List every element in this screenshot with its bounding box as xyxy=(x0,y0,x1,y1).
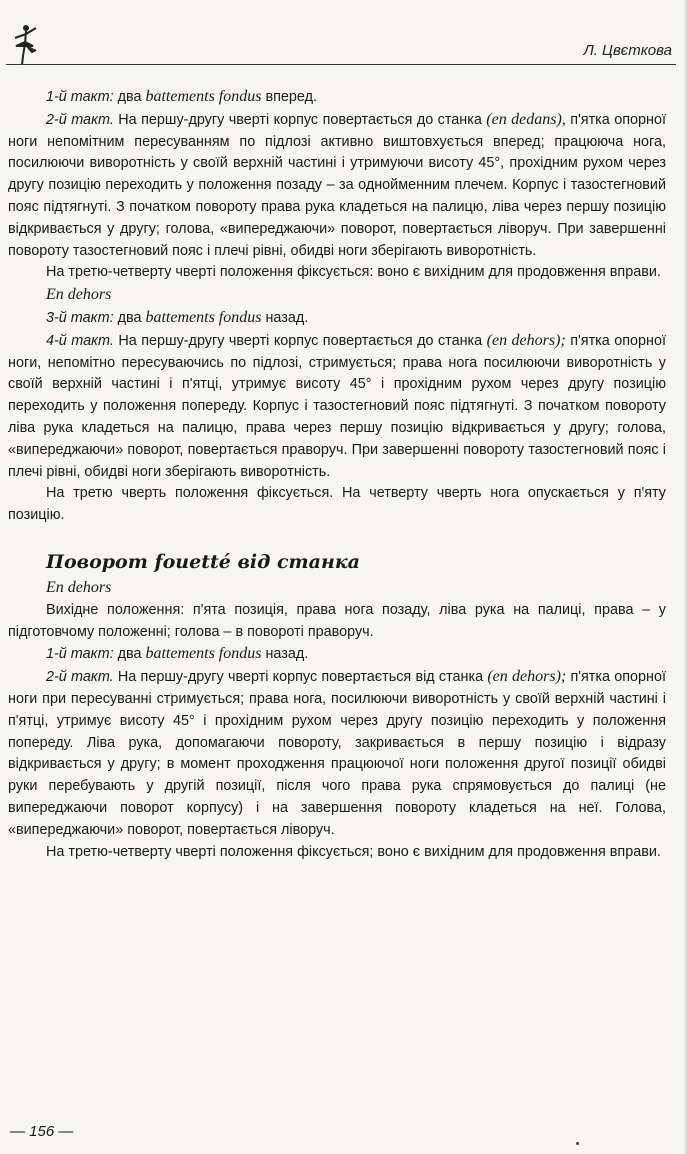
scan-edge xyxy=(683,0,688,1154)
paragraph xyxy=(8,600,666,644)
text-run: назад. xyxy=(261,646,309,663)
ballerina-icon xyxy=(6,22,40,66)
text-run: п'ятка опорної ноги при пересуванні стримується; права нога, посилюючи виворотність у своїй верхній частині і п'ятці, утримує висоту 45° і прохідним рухом через другу позицію переходить у положення попереду. Ліва рука, допомагаючи повороту, закривається в першу позицію і відразу відкривається у другу; в момент проходження працюючої ноги положення другої позиції обидві руки перебувають у другій позиції, після чого права рука спрямовується до палиці (не випереджаючи поворот корпусу) і на завершення повороту кладеться на неї. Голова, «випереджаючи» поворот, повертається ліворуч. xyxy=(8,669,666,838)
header-rule xyxy=(6,64,676,65)
text-run: На третю-четверту чверті положення фіксується: воно є вихідним для продовження вправи. xyxy=(46,264,661,281)
paragraph xyxy=(8,307,666,330)
italic-run: 2-й такт. xyxy=(46,669,114,686)
italic-run: 1-й такт: xyxy=(46,646,114,663)
section-heading xyxy=(46,549,666,575)
paragraph xyxy=(8,643,666,666)
italic-run: 1-й такт: xyxy=(46,89,114,105)
text-run: На третю чверть положення фіксується. На четверту чверть нога опускається у п'яту позицію. xyxy=(8,485,666,524)
term-run: (en dedans), xyxy=(486,110,566,128)
paragraph xyxy=(8,109,666,263)
term-run: battements fondus xyxy=(145,88,262,105)
term-run: En dehors xyxy=(46,286,112,304)
italic-run: 2-й такт. xyxy=(46,111,114,128)
italic-run: 3-й такт: xyxy=(46,309,114,326)
text-run: п'ятка опорної ноги, непомітно пересуваючись по підлозі, стримується; права нога посилюючи виворотність у своїй верхній частині і п'ятці, утримує висоту 45° і прохідним рухом через другу позицію переходить у положення попереду. Корпус і тазостегновий пояс підтягнуті. З початком повороту ліва рука кладеться на палицю, права через першу позицію відкривається у другу; голова, «випереджаючи» поворот, повертається праворуч. При завершенні повороту тазостегновий пояс і плечі рівні, обидві ноги зберігають виворотність. xyxy=(8,332,667,480)
paragraph xyxy=(8,842,666,864)
term-run: En dehors xyxy=(46,578,112,596)
text-run: Вихідне положення: п'ята позиція, права нога позаду, ліва рука на палиці, права – у підготовчому положенні; голова – в повороті праворуч. xyxy=(8,601,666,640)
page-header xyxy=(0,0,688,72)
text-run: вперед. xyxy=(261,89,317,105)
text-run: п'ятка опорної ноги непомітним пересуванням по підлозі активно виштовхується вперед; працююча нога, посилюючи виворотність у своїй верхній частині і утримуючи висоту 45°, прохідним рухом через другу позицію переходить у положення позаду – за однойменним плечем. Корпус і тазостегновий пояс підтягнуті. З початком повороту права рука кладеться на палицю, ліва через першу позицію відкривається у другу; голова, «випереджаючи» поворот, повертається ліворуч. При завершенні повороту тазостегновий пояс і плечі рівні, обидві ноги зберігають виворотність. xyxy=(8,111,666,259)
paragraph xyxy=(8,577,666,600)
body-text xyxy=(8,86,666,863)
term-run: (en dehors); xyxy=(487,668,567,686)
page-number: — 156 — xyxy=(10,1123,74,1140)
paragraph xyxy=(8,86,666,109)
running-title: Л. Цвєткова xyxy=(583,42,672,59)
paragraph xyxy=(8,330,666,484)
text-run: Поворот fouetté від станка xyxy=(46,550,360,573)
text-run: два xyxy=(113,89,146,105)
text-run: На першу-другу чверті корпус повертається до станка xyxy=(113,332,487,349)
text-run: два xyxy=(113,646,146,663)
paragraph xyxy=(8,483,666,527)
paragraph xyxy=(8,284,666,307)
scan-speck xyxy=(576,1142,579,1145)
text-run: назад. xyxy=(261,309,309,326)
paragraph xyxy=(8,262,666,284)
text-run: На першу-другу чверті корпус повертається від станка xyxy=(113,669,488,686)
text-run: два xyxy=(113,309,146,326)
text-run: На третю-четверту чверті положення фіксується; воно є вихідним для продовження вправи. xyxy=(46,843,661,860)
term-run: battements fondus xyxy=(145,645,262,663)
term-run: (en dehors); xyxy=(486,331,566,349)
paragraph xyxy=(8,666,666,841)
text-run: На першу-другу чверті корпус повертається до станка xyxy=(113,111,487,128)
italic-run: 4-й такт. xyxy=(46,332,114,349)
term-run: battements fondus xyxy=(145,308,262,326)
